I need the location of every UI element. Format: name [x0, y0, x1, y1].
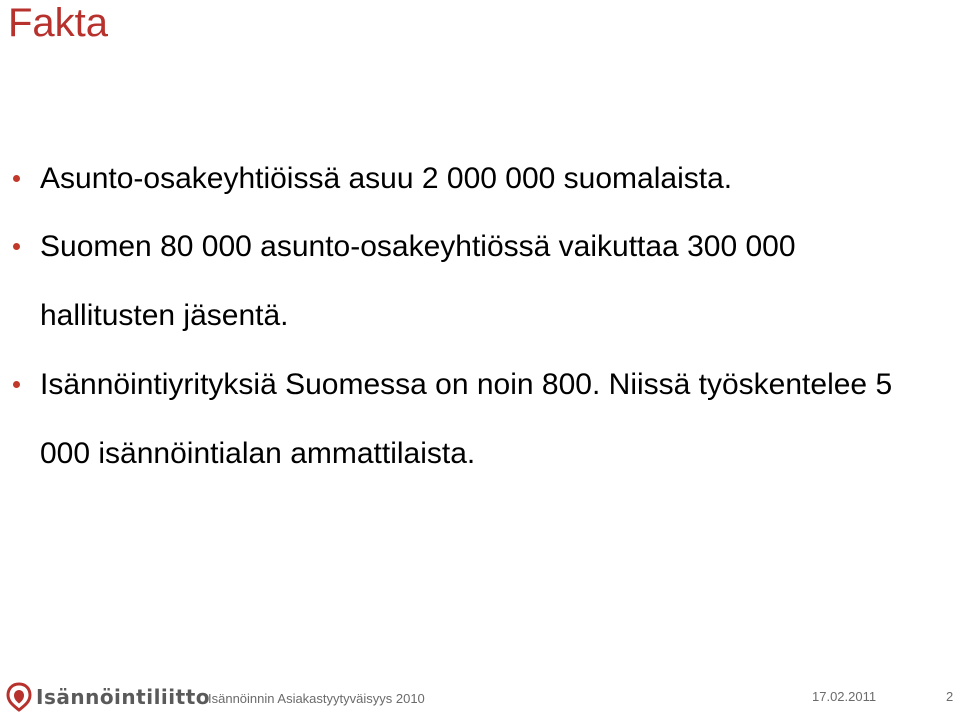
bullet-text: Asunto-osakeyhtiöissä asuu 2 000 000 suomalaista. [40, 162, 733, 195]
footer-caption: Isännöinnin Asiakastyytyväisyys 2010 [208, 691, 425, 706]
slide-footer [0, 676, 960, 716]
logo-wordmark: Isännöintiliitto [36, 685, 210, 709]
footer-date: 17.02.2011 [812, 689, 877, 704]
bullet-text: Suomen 80 000 asunto-osakeyhtiössä vaikuttaa 300 000 hallitusten jäsentä. [40, 230, 796, 332]
bullet-dot-icon [13, 175, 20, 182]
isannointiliitto-logo-icon [6, 682, 32, 712]
page-number: 2 [946, 689, 954, 704]
slide-title: Fakta [8, 1, 109, 45]
isannointiliitto-logo [6, 682, 210, 712]
bullet-dot-icon [13, 381, 20, 388]
bullet-dot-icon [13, 243, 20, 250]
bullet-text: Isännöintiyrityksiä Suomessa on noin 800. Niissä työskentelee 5 000 isännöintialan ammattilaista. [40, 368, 893, 470]
